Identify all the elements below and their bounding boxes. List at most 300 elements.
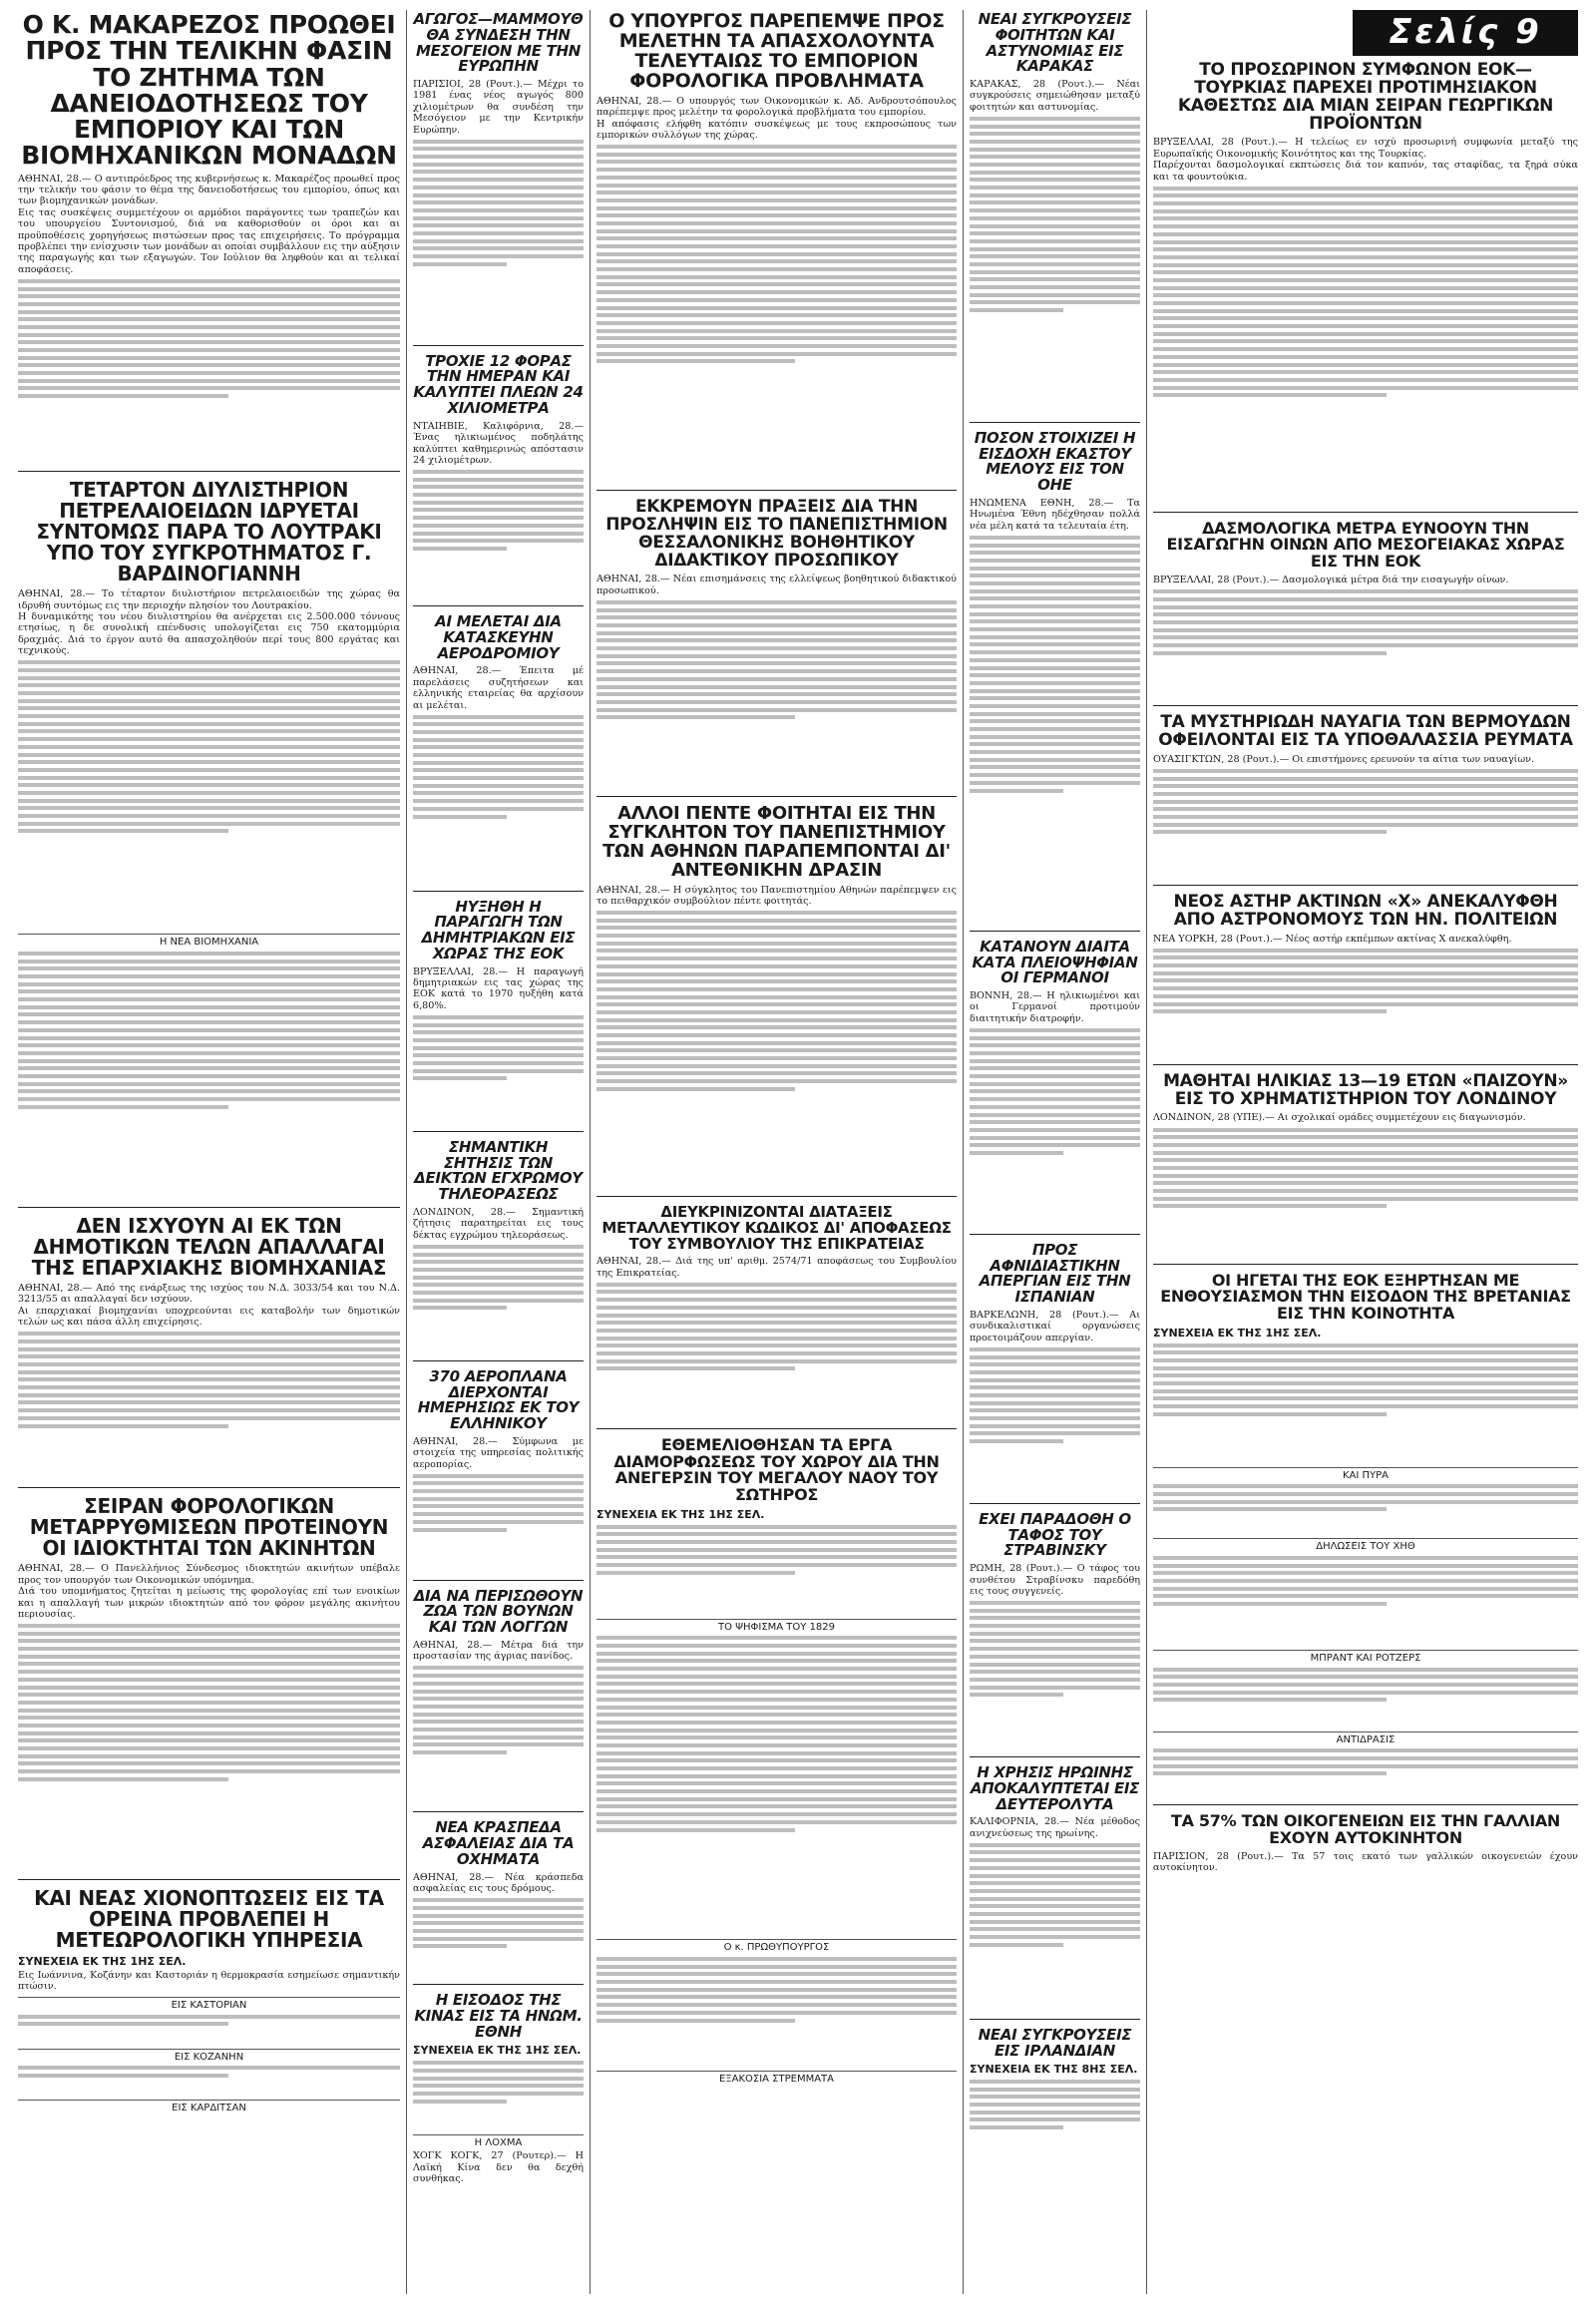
illegible-text-line bbox=[413, 1474, 584, 1478]
illegible-text-line bbox=[18, 1377, 400, 1381]
illegible-text-line bbox=[970, 581, 1140, 585]
illegible-text-line bbox=[18, 791, 400, 795]
article-body-filler bbox=[413, 1474, 584, 1574]
illegible-text-line bbox=[18, 768, 400, 772]
continuation-label: ΣΥΝΕΧΕΙΑ ΕΚ ΤΗΣ 8ΗΣ ΣΕΛ. bbox=[970, 2063, 1138, 2077]
illegible-text-line bbox=[1153, 378, 1578, 382]
headline: Ο ΥΠΟΥΡΓΟΣ ΠΑΡΕΠΕΜΨΕ ΠΡΟΣ ΜΕΛΕΤΗΝ ΤΑ ΑΠΑΣΧΟΛΟΥΝΤΑ ΤΕΛΕΥΤΑΙΩΣ ΤΟ ΕΜΠΟΡΙΟΝ ΦΟΡΟΛΟΓΙΚΑ ΠΡΟΒΛΗΜΑΤΑ bbox=[608, 10, 945, 92]
illegible-text-line bbox=[1153, 1135, 1578, 1139]
continuation-label: ΣΥΝΕΧΕΙΑ ΕΚ ΤΗΣ 1ΗΣ ΣΕΛ. bbox=[597, 1507, 765, 1521]
illegible-text-line bbox=[413, 1690, 584, 1694]
illegible-text-line bbox=[970, 1686, 1140, 1690]
illegible-text-line bbox=[18, 814, 400, 818]
illegible-text-line bbox=[970, 642, 1140, 646]
illegible-text-line bbox=[18, 960, 400, 963]
illegible-text-line bbox=[597, 1682, 957, 1686]
article-body-filler bbox=[970, 1028, 1140, 1228]
illegible-text-line bbox=[970, 285, 1140, 289]
illegible-text-line bbox=[597, 1555, 957, 1559]
article-diet bbox=[970, 937, 1140, 1235]
article-bermuda bbox=[1153, 714, 1578, 886]
article-eec-turkey bbox=[1153, 62, 1578, 513]
illegible-text-line bbox=[18, 1059, 400, 1063]
illegible-text-line bbox=[413, 1504, 584, 1508]
article-x-ray-star bbox=[1153, 891, 1578, 1065]
article-body-filler bbox=[413, 2061, 584, 2130]
illegible-text-line bbox=[970, 789, 1063, 793]
illegible-text-line bbox=[18, 1005, 400, 1009]
illegible-text-line bbox=[597, 1644, 957, 1648]
illegible-text-line bbox=[970, 200, 1140, 204]
illegible-text-line bbox=[18, 371, 400, 375]
illegible-text-line bbox=[970, 140, 1140, 144]
illegible-text-line bbox=[597, 692, 957, 696]
illegible-text-line bbox=[970, 1866, 1140, 1870]
section-title: Ο κ. ΠΡΩΘΥΠΟΥΡΓΟΣ bbox=[597, 1939, 957, 1953]
illegible-text-line bbox=[1153, 978, 1578, 982]
illegible-text-line bbox=[597, 1729, 957, 1732]
illegible-text-line bbox=[970, 1151, 1063, 1155]
illegible-text-line bbox=[597, 1018, 957, 1022]
headline: ΑΓΩΓΟΣ—ΜΑΜΜΟΥΘ ΘΑ ΣΥΝΔΕΣΗ ΤΗΝ ΜΕΣΟΓΕΙΟΝ ΜΕ ΤΗΝ ΕΥΡΩΠΗΝ bbox=[413, 10, 584, 76]
article-caracas bbox=[970, 12, 1140, 423]
article-heroin bbox=[970, 1765, 1140, 2020]
illegible-text-line bbox=[413, 1944, 507, 1948]
illegible-text-line bbox=[18, 1678, 400, 1682]
illegible-text-line bbox=[18, 1089, 400, 1093]
illegible-text-line bbox=[413, 254, 584, 258]
illegible-text-line bbox=[1153, 635, 1578, 639]
illegible-text-line bbox=[970, 719, 1140, 723]
headline: ΟΙ ΗΓΕΤΑΙ ΤΗΣ ΕΟΚ ΕΞΗΡΤΗΣΑΝ ΜΕ ΕΝΘΟΥΣΙΑΣΜΟΝ ΤΗΝ ΕΙΣΟΔΟΝ ΤΗΣ ΒΡΕΤΑΝΙΑΣ ΕΙΣ ΤΗΝ ΚΟΙΝΟΤΗΤΑ bbox=[1160, 1270, 1571, 1324]
illegible-text-line bbox=[597, 631, 957, 635]
illegible-text-line bbox=[597, 646, 957, 650]
headline: ΤΡΟΧΙΕ 12 ΦΟΡΑΣ ΤΗΝ ΗΜΕΡΑΝ ΚΑΙ ΚΑΛΥΠΤΕΙ ΠΛΕΩΝ 24 ΧΙΛΙΟΜΕΤΡΑ bbox=[413, 351, 584, 417]
illegible-text-line bbox=[597, 160, 957, 164]
headline: ΔΙΑ ΝΑ ΠΕΡΙΣΩΘΟΥΝ ΖΩΑ ΤΩΝ ΒΟΥΝΩΝ ΚΑΙ ΤΩΝ ΛΟΓΓΩΝ bbox=[413, 1586, 584, 1637]
illegible-text-line bbox=[1153, 324, 1578, 328]
illegible-text-line bbox=[597, 1366, 795, 1370]
illegible-text-line bbox=[1153, 986, 1578, 990]
illegible-text-line bbox=[18, 1082, 400, 1086]
illegible-text-line bbox=[18, 997, 400, 1001]
headline: ΕΧΕΙ ΠΑΡΑΔΟΘΗ Ο ΤΑΦΟΣ ΤΟΥ ΣΤΡΑΒΙΝΣΚΥ bbox=[979, 1509, 1131, 1560]
headline: ΤΕΤΑΡΤΟΝ ΔΙΥΛΙΣΤΗΡΙΟΝ ΠΕΤΡΕΛΑΙΟΕΙΔΩΝ ΙΔΡΥΕΤΑΙ ΣΥΝΤΟΜΩΣ ΠΑΡΑ ΤΟ ΛΟΥΤΡΑΚΙ ΥΠΟ ΤΟΥ ΣΥΓΚΡΟΤΗΜΑΤΟΣ Γ. ΒΑΡΔΙΝΟΓΙΑΝΝΗ bbox=[36, 478, 382, 586]
headline: ΑΙ ΜΕΛΕΤΑΙ ΔΙΑ ΚΑΤΑΣΚΕΥΗΝ ΑΕΡΟΔΡΟΜΙΟΥ bbox=[435, 612, 562, 662]
illegible-text-line bbox=[1153, 232, 1578, 236]
illegible-text-line bbox=[18, 776, 400, 780]
illegible-text-line bbox=[1153, 815, 1578, 819]
illegible-text-line bbox=[1153, 1668, 1578, 1672]
illegible-text-line bbox=[970, 1362, 1140, 1366]
headline: ΚΑΙ ΝΕΑΣ ΧΙΟΝΟΠΤΩΣΕΙΣ ΕΙΣ ΤΑ ΟΡΕΙΝΑ ΠΡΟΒΛΕΠΕΙ Η ΜΕΤΕΩΡΟΛΟΓΙΚΗ ΥΠΗΡΕΣΙΑ bbox=[34, 1886, 384, 1952]
illegible-text-line bbox=[413, 539, 584, 543]
article-lead: ΒΑΡΚΕΛΩΝΗ, 28 (Ρουτ.).— Αι συνδικαλιστικαί οργανώσεις προετοιμάζουν απεργίαν. bbox=[970, 1309, 1140, 1344]
article-un-cost bbox=[970, 428, 1140, 932]
illegible-text-line bbox=[970, 117, 1140, 121]
section-title: ΕΙΣ ΚΑΣΤΟΡΙΑΝ bbox=[18, 1997, 400, 2011]
illegible-text-line bbox=[18, 822, 400, 826]
illegible-text-line bbox=[1153, 370, 1578, 374]
illegible-text-line bbox=[18, 806, 400, 810]
illegible-text-line bbox=[18, 753, 400, 757]
illegible-text-line bbox=[18, 1746, 400, 1750]
illegible-text-line bbox=[597, 638, 957, 642]
illegible-text-line bbox=[413, 1489, 584, 1493]
illegible-text-line bbox=[18, 1408, 400, 1412]
illegible-text-line bbox=[970, 2080, 1140, 2084]
illegible-text-line bbox=[1153, 1556, 1578, 1560]
illegible-text-line bbox=[18, 2022, 228, 2026]
illegible-text-line bbox=[597, 236, 957, 240]
illegible-text-line bbox=[970, 673, 1140, 677]
illegible-text-line bbox=[597, 979, 957, 983]
illegible-text-line bbox=[970, 781, 1140, 785]
illegible-text-line bbox=[597, 1797, 957, 1801]
illegible-text-line bbox=[597, 926, 957, 930]
illegible-text-line bbox=[597, 244, 957, 248]
illegible-text-line bbox=[597, 1820, 957, 1824]
illegible-text-line bbox=[597, 1010, 957, 1014]
illegible-text-line bbox=[597, 608, 957, 612]
illegible-text-line bbox=[1153, 1009, 1387, 1013]
illegible-text-line bbox=[970, 1678, 1140, 1682]
illegible-text-line bbox=[1153, 201, 1578, 205]
illegible-text-line bbox=[1153, 1404, 1578, 1408]
illegible-text-line bbox=[413, 715, 584, 719]
illegible-text-line bbox=[18, 1670, 400, 1674]
illegible-text-line bbox=[1153, 187, 1578, 191]
article-body: Η δυναμικότης του νέου διυλιστηρίου θα ανέρχεται εις 2.500.000 τόννους ετησίως, η δε συνολική επένδυσις υπολογίζεται εις 750 εκατομμύρια δραχμάς. Διά το έργον αυτό θα απασχοληθούν περί τους 800 εργάτας και τεχνικούς. bbox=[18, 610, 400, 657]
illegible-text-line bbox=[1153, 1396, 1578, 1400]
illegible-text-line bbox=[970, 1370, 1140, 1374]
section-title: ΕΙΣ ΚΑΡΔΙΤΣΑΝ bbox=[18, 2100, 400, 2113]
illegible-text-line bbox=[1153, 309, 1578, 313]
illegible-text-line bbox=[597, 669, 957, 673]
illegible-text-line bbox=[413, 178, 584, 182]
illegible-text-line bbox=[1153, 1683, 1578, 1687]
illegible-text-line bbox=[597, 1965, 957, 1969]
illegible-text-line bbox=[413, 140, 584, 144]
illegible-text-line bbox=[597, 298, 957, 302]
illegible-text-line bbox=[413, 200, 584, 204]
article-body-filler bbox=[1153, 1668, 1578, 1728]
illegible-text-line bbox=[970, 1943, 1063, 1947]
illegible-text-line bbox=[970, 254, 1140, 258]
illegible-text-line bbox=[597, 168, 957, 172]
illegible-text-line bbox=[970, 2111, 1140, 2114]
headline: ΠΟΣΟΝ ΣΤΟΙΧΙΖΕΙ Η ΕΙΣΔΟΧΗ ΕΚΑΣΤΟΥ ΜΕΛΟΥΣ ΕΙΣ ΤΟΝ ΟΗΕ bbox=[974, 428, 1136, 495]
illegible-text-line bbox=[597, 1079, 957, 1083]
illegible-text-line bbox=[413, 1268, 584, 1272]
illegible-text-line bbox=[413, 1283, 584, 1287]
illegible-text-line bbox=[970, 1105, 1140, 1109]
illegible-text-line bbox=[1153, 956, 1578, 960]
illegible-text-line bbox=[1153, 1771, 1387, 1775]
illegible-text-line bbox=[970, 1639, 1140, 1643]
article-lead: ΑΘΗΝΑΙ, 28.— Ο αντιπρόεδρος της κυβερνήσεως κ. Μακαρέζος προωθεί προς την τελικήν του φάσιν το θέμα της δανειοδοτήσεως του εμπορίου, όπως και των βιομηχανικών μονάδων. bbox=[18, 173, 400, 207]
article-stravinsky bbox=[970, 1509, 1140, 1757]
illegible-text-line bbox=[597, 919, 957, 923]
illegible-text-line bbox=[18, 310, 400, 314]
illegible-text-line bbox=[597, 1025, 957, 1029]
illegible-text-line bbox=[970, 1424, 1140, 1428]
illegible-text-line bbox=[970, 2088, 1140, 2092]
article-lead: ΒΡΥΞΕΛΛΑΙ, 28 (Ρουτ.).— Η τελείως εν ισχύ προσωρινή συμφωνία μεταξύ της Ευρωπαϊκής Οικονομικής Κοινότητος και της Τουρκίας. bbox=[1153, 137, 1578, 160]
illegible-text-line bbox=[1153, 1571, 1578, 1575]
illegible-text-line bbox=[1153, 255, 1578, 259]
illegible-text-line bbox=[1153, 1492, 1578, 1496]
illegible-text-line bbox=[597, 1774, 957, 1778]
illegible-text-line bbox=[18, 394, 228, 398]
illegible-text-line bbox=[413, 147, 584, 151]
illegible-text-line bbox=[970, 735, 1140, 739]
illegible-text-line bbox=[970, 589, 1140, 593]
illegible-text-line bbox=[18, 1777, 228, 1781]
article-body-filler bbox=[970, 1843, 1140, 2013]
illegible-text-line bbox=[970, 1136, 1140, 1140]
illegible-text-line bbox=[597, 995, 957, 999]
illegible-text-line bbox=[597, 259, 957, 263]
illegible-text-line bbox=[597, 1359, 957, 1363]
article-body-filler bbox=[970, 117, 1140, 416]
illegible-text-line bbox=[597, 715, 795, 719]
illegible-text-line bbox=[597, 1659, 957, 1663]
illegible-text-line bbox=[413, 730, 584, 734]
illegible-text-line bbox=[18, 1043, 400, 1047]
illegible-text-line bbox=[597, 1781, 957, 1785]
illegible-text-line bbox=[970, 559, 1140, 563]
illegible-text-line bbox=[18, 1769, 400, 1773]
illegible-text-line bbox=[597, 1675, 957, 1679]
illegible-text-line bbox=[597, 1652, 957, 1656]
illegible-text-line bbox=[18, 1332, 400, 1336]
illegible-text-line bbox=[413, 1742, 584, 1746]
illegible-text-line bbox=[18, 1761, 400, 1765]
illegible-text-line bbox=[970, 308, 1063, 312]
section-title: Η ΝΕΑ ΒΙΟΜΗΧΑΝΙΑ bbox=[18, 934, 400, 948]
headline: ΣΗΜΑΝΤΙΚΗ ΣΗΤΗΣΙΣ ΤΩΝ ΔΕΙΚΤΩΝ ΕΓΧΡΩΜΟΥ ΤΗΛΕΟΡΑΣΕΩΣ bbox=[414, 1137, 583, 1204]
section-title: ΕΙΣ ΚΟΖΑΝΗΝ bbox=[18, 2049, 400, 2063]
illegible-text-line bbox=[970, 619, 1140, 623]
illegible-text-line bbox=[413, 2092, 584, 2096]
illegible-text-line bbox=[597, 1758, 957, 1762]
illegible-text-line bbox=[18, 294, 400, 298]
article-church bbox=[597, 1434, 957, 2093]
illegible-text-line bbox=[413, 1276, 584, 1280]
article-thessaloniki-univ bbox=[597, 499, 957, 797]
illegible-text-line bbox=[18, 714, 400, 718]
illegible-text-line bbox=[970, 1385, 1140, 1389]
illegible-text-line bbox=[1153, 620, 1578, 624]
illegible-text-line bbox=[597, 1298, 957, 1302]
illegible-text-line bbox=[18, 2015, 400, 2019]
illegible-text-line bbox=[1153, 1366, 1578, 1370]
illegible-text-line bbox=[597, 615, 957, 619]
illegible-text-line bbox=[970, 773, 1140, 777]
illegible-text-line bbox=[1153, 301, 1578, 305]
illegible-text-line bbox=[970, 1693, 1063, 1697]
headline: ΜΑΘΗΤΑΙ ΗΛΙΚΙΑΣ 13—19 ΕΤΩΝ «ΠΑΙΖΟΥΝ» ΕΙΣ ΤΟ ΧΡΗΜΑΤΙΣΤΗΡΙΟΝ ΤΟΥ ΛΟΝΔΙΝΟΥ bbox=[1163, 1070, 1568, 1109]
article-body-filler bbox=[1153, 949, 1578, 1058]
illegible-text-line bbox=[970, 712, 1140, 716]
illegible-text-line bbox=[597, 987, 957, 991]
illegible-text-line bbox=[18, 363, 400, 367]
illegible-text-line bbox=[413, 216, 584, 220]
illegible-text-line bbox=[18, 783, 400, 787]
illegible-text-line bbox=[970, 1113, 1140, 1117]
illegible-text-line bbox=[1153, 1350, 1578, 1354]
illegible-text-line bbox=[1153, 1756, 1578, 1760]
illegible-text-line bbox=[597, 352, 957, 356]
illegible-text-line bbox=[413, 2077, 584, 2081]
illegible-text-line bbox=[970, 1066, 1140, 1070]
illegible-text-line bbox=[413, 163, 584, 167]
illegible-text-line bbox=[970, 758, 1140, 762]
article-property-owners bbox=[18, 1496, 400, 1880]
illegible-text-line bbox=[413, 1906, 584, 1910]
headline: ΑΛΛΟΙ ΠΕΝΤΕ ΦΟΙΤΗΤΑΙ ΕΙΣ ΤΗΝ ΣΥΓΚΛΗΤΟΝ ΤΟΥ ΠΑΝΕΠΙΣΤΗΜΙΟΥ ΤΩΝ ΑΘΗΝΩΝ ΠΑΡΑΠΕΜΠΟΝΤΑΙ ΔΙ' ΑΝΤΕΘΝΙΚΗΝ ΔΡΑΣΙΝ bbox=[602, 802, 951, 881]
headline: ΠΡΟΣ ΑΦΝΙΔΙΑΣΤΙΚΗΝ ΑΠΕΡΓΙΑΝ ΕΙΣ ΤΗΝ ΙΣΠΑΝΙΑΝ bbox=[979, 1240, 1131, 1307]
illegible-text-line bbox=[597, 221, 957, 225]
illegible-text-line bbox=[413, 1038, 584, 1042]
illegible-text-line bbox=[18, 1416, 400, 1420]
illegible-text-line bbox=[970, 1378, 1140, 1382]
illegible-text-line bbox=[18, 1028, 400, 1032]
illegible-text-line bbox=[970, 1927, 1140, 1931]
illegible-text-line bbox=[1153, 1698, 1387, 1702]
illegible-text-line bbox=[413, 1069, 584, 1073]
illegible-text-line bbox=[597, 1314, 957, 1318]
illegible-text-line bbox=[1153, 1564, 1578, 1568]
illegible-text-line bbox=[970, 1097, 1140, 1101]
illegible-text-line bbox=[18, 1354, 400, 1358]
illegible-text-line bbox=[413, 1497, 584, 1501]
illegible-text-line bbox=[970, 1120, 1140, 1124]
illegible-text-line bbox=[18, 1340, 400, 1344]
illegible-text-line bbox=[18, 1632, 400, 1636]
illegible-text-line bbox=[597, 1033, 957, 1037]
continuation-label: ΣΥΝΕΧΕΙΑ ΕΚ ΤΗΣ 1ΗΣ ΣΕΛ. bbox=[413, 2044, 582, 2058]
illegible-text-line bbox=[413, 1481, 584, 1485]
illegible-text-line bbox=[18, 722, 400, 726]
article-body-filler bbox=[970, 2080, 1140, 2169]
illegible-text-line bbox=[18, 1686, 400, 1690]
illegible-text-line bbox=[413, 231, 584, 235]
article-body-filler bbox=[970, 1347, 1140, 1497]
article-body-filler bbox=[18, 275, 400, 465]
illegible-text-line bbox=[597, 1337, 957, 1341]
article-lead: ΛΟΝΔΙΝΟΝ, 28.— Σημαντική ζήτησις παρατηρείται εις τους δέκτας εγχρώμου τηλεοράσεως. bbox=[413, 1206, 584, 1241]
article-body-filler bbox=[18, 952, 400, 1201]
section-title: ΜΠΡΑΝΤ ΚΑΙ ΡΟΤΖΕΡΣ bbox=[1153, 1650, 1578, 1664]
illegible-text-line bbox=[970, 650, 1140, 654]
article-body-filler bbox=[1153, 1344, 1578, 1463]
illegible-text-line bbox=[18, 1097, 400, 1101]
article-lead: ΑΘΗΝΑΙ, 28.— Νέα κράσπεδα ασφαλείας εις τους δρόμους. bbox=[413, 1871, 584, 1895]
illegible-text-line bbox=[970, 1663, 1140, 1667]
illegible-text-line bbox=[18, 668, 400, 672]
illegible-text-line bbox=[597, 1056, 957, 1060]
illegible-text-line bbox=[18, 386, 400, 390]
illegible-text-line bbox=[1153, 1358, 1578, 1362]
illegible-text-line bbox=[18, 1724, 400, 1728]
illegible-text-line bbox=[970, 689, 1140, 693]
illegible-text-line bbox=[597, 1329, 957, 1333]
illegible-text-line bbox=[413, 1253, 584, 1257]
illegible-text-line bbox=[970, 1616, 1140, 1620]
article-lead: ΠΑΡΙΣΙΟΝ, 28 (Ρουτ.).— Τα 57 τοις εκατό των γαλλικών οικογενειών έχουν αυτοκίνητον. bbox=[1153, 1850, 1578, 1874]
illegible-text-line bbox=[970, 1904, 1140, 1908]
illegible-text-line bbox=[597, 1713, 957, 1717]
illegible-text-line bbox=[970, 1408, 1140, 1412]
illegible-text-line bbox=[18, 1370, 400, 1374]
illegible-text-line bbox=[18, 1012, 400, 1016]
illegible-text-line bbox=[413, 1061, 584, 1065]
article-tv bbox=[413, 1137, 584, 1361]
illegible-text-line bbox=[597, 2019, 795, 2023]
illegible-text-line bbox=[597, 1283, 957, 1287]
article-body-filler bbox=[413, 715, 584, 885]
illegible-text-line bbox=[597, 677, 957, 681]
article-mining-code bbox=[597, 1205, 957, 1429]
illegible-text-line bbox=[413, 1076, 507, 1080]
illegible-text-line bbox=[18, 1424, 228, 1428]
column-2 bbox=[407, 10, 591, 2294]
article-wildlife bbox=[413, 1586, 584, 1813]
illegible-text-line bbox=[18, 325, 400, 329]
illegible-text-line bbox=[413, 193, 584, 197]
illegible-text-line bbox=[597, 1721, 957, 1725]
article-lead: ΑΘΗΝΑΙ, 28.— Το τέταρτον διυλιστήριον πετρελαιοειδών της χώρας θα ιδρυθή συντόμως εις την περιοχήν πλησίον του Λουτρακίου. bbox=[18, 588, 400, 611]
illegible-text-line bbox=[1153, 1143, 1578, 1147]
illegible-text-line bbox=[970, 1431, 1140, 1435]
illegible-text-line bbox=[1153, 332, 1578, 336]
illegible-text-line bbox=[18, 691, 400, 695]
illegible-text-line bbox=[970, 1401, 1140, 1405]
illegible-text-line bbox=[970, 742, 1140, 746]
illegible-text-line bbox=[970, 148, 1140, 152]
illegible-text-line bbox=[18, 1624, 400, 1628]
illegible-text-line bbox=[970, 277, 1140, 281]
illegible-text-line bbox=[597, 184, 957, 188]
illegible-text-line bbox=[413, 768, 584, 772]
illegible-text-line bbox=[18, 356, 400, 360]
article-lead: ΑΘΗΝΑΙ, 28.— Από της ενάρξεως της ισχύος του Ν.Δ. 3033/54 και του Ν.Δ. 3213/55 αι απαλλαγαί δεν ισχύουν. bbox=[18, 1282, 400, 1306]
illegible-text-line bbox=[1153, 263, 1578, 267]
illegible-text-line bbox=[597, 1828, 795, 1832]
article-body-filler bbox=[18, 2066, 400, 2096]
illegible-text-line bbox=[18, 1066, 400, 1070]
illegible-text-line bbox=[970, 2095, 1140, 2099]
illegible-text-line bbox=[413, 223, 584, 227]
illegible-text-line bbox=[970, 1089, 1140, 1093]
illegible-text-line bbox=[18, 1074, 400, 1078]
article-body-filler bbox=[413, 470, 584, 599]
illegible-text-line bbox=[970, 1897, 1140, 1901]
article-france-cars bbox=[1153, 1813, 1578, 1879]
illegible-text-line bbox=[1153, 1373, 1578, 1377]
illegible-text-line bbox=[970, 551, 1140, 555]
illegible-text-line bbox=[413, 493, 584, 497]
illegible-text-line bbox=[413, 262, 507, 266]
illegible-text-line bbox=[413, 246, 584, 250]
illegible-text-line bbox=[597, 1048, 957, 1052]
illegible-text-line bbox=[970, 1670, 1140, 1674]
illegible-text-line bbox=[1153, 1197, 1578, 1201]
article-body-filler bbox=[413, 1245, 584, 1354]
illegible-text-line bbox=[597, 282, 957, 286]
